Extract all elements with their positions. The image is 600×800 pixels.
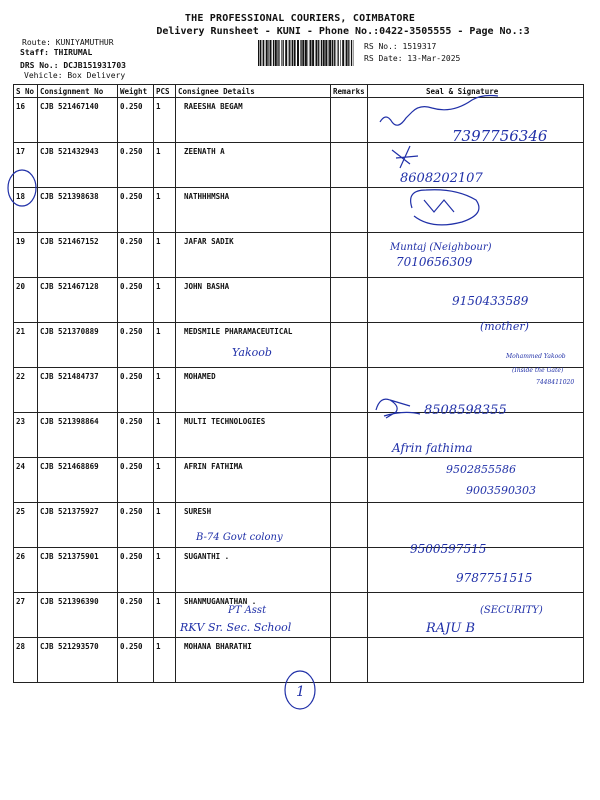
table-row	[14, 638, 584, 683]
cell-sno: 28	[14, 638, 38, 683]
cell-remarks	[331, 638, 368, 683]
cell-pcs: 1	[154, 458, 176, 503]
cell-consignee: AFRIN FATHIMA	[176, 458, 331, 503]
hw-r28-name: RAJU B	[426, 621, 476, 636]
cell-consignee: NATHHHMSHA	[176, 188, 331, 233]
cell-pcs: 1	[154, 593, 176, 638]
hw-r22-note2: (Inside the Gate)	[512, 367, 564, 374]
cell-consignee: JOHN BASHA	[176, 278, 331, 323]
hw-r21-note: (mother)	[480, 320, 529, 333]
cell-pcs: 1	[154, 413, 176, 458]
table-row	[14, 278, 584, 323]
cell-sno: 18	[14, 188, 38, 233]
cell-consignee: SUGANTHI .	[176, 548, 331, 593]
cell-weight: 0.250	[118, 233, 154, 278]
cell-weight: 0.250	[118, 413, 154, 458]
cell-sno: 24	[14, 458, 38, 503]
cell-consignment-no: CJB 521467128	[38, 278, 118, 323]
cell-pcs: 1	[154, 188, 176, 233]
vehicle-line: Vehicle: Box Delivery	[24, 71, 126, 80]
cell-sno: 16	[14, 98, 38, 143]
rs-no-value: 1519317	[402, 42, 437, 51]
cell-sno: 21	[14, 323, 38, 368]
cell-pcs: 1	[154, 503, 176, 548]
cell-weight: 0.250	[118, 503, 154, 548]
col-pcs: PCS	[154, 85, 176, 98]
cell-weight: 0.250	[118, 188, 154, 233]
cell-consignment-no: CJB 521467140	[38, 98, 118, 143]
hw-r25-phone: 9003590303	[466, 484, 536, 497]
cell-pcs: 1	[154, 548, 176, 593]
cell-signature	[368, 278, 584, 323]
col-consignee: Consignee Details	[176, 85, 331, 98]
cell-weight: 0.250	[118, 143, 154, 188]
cell-consignee: MOHANA BHARATHI	[176, 638, 331, 683]
cell-consignment-no: CJB 521398638	[38, 188, 118, 233]
col-remarks: Remarks	[331, 85, 368, 98]
cell-sno: 20	[14, 278, 38, 323]
table-row	[14, 413, 584, 458]
cell-weight: 0.250	[118, 593, 154, 638]
hw-circled-number: 1	[296, 684, 305, 700]
table-header-row	[14, 85, 584, 98]
cell-signature	[368, 98, 584, 143]
cell-consignment-no: CJB 521468869	[38, 458, 118, 503]
rs-date-value: 13-Mar-2025	[407, 54, 461, 63]
col-sno: S No	[14, 85, 38, 98]
table-row	[14, 503, 584, 548]
cell-consignment-no: CJB 521398864	[38, 413, 118, 458]
runsheet-table	[13, 84, 584, 683]
rs-date-line: RS Date: 13-Mar-2025	[364, 54, 461, 63]
hw-r28-note1: PT Asst	[228, 605, 267, 616]
rs-no-line: RS No.: 1519317	[364, 42, 437, 51]
hw-r17-phone: 8608202107	[400, 171, 483, 186]
cell-pcs: 1	[154, 278, 176, 323]
cell-consignment-no: CJB 521484737	[38, 368, 118, 413]
cell-remarks	[331, 368, 368, 413]
table-row	[14, 548, 584, 593]
cell-sno: 26	[14, 548, 38, 593]
table-row	[14, 593, 584, 638]
cell-remarks	[331, 143, 368, 188]
route-value: KUNIYAMUTHUR	[55, 38, 114, 47]
hw-r19-phone: 7010656309	[396, 255, 473, 269]
col-weight: Weight	[118, 85, 154, 98]
drs-line: DRS No.: DCJB151931703	[20, 61, 126, 70]
runsheet-title: Delivery Runsheet - KUNI - Phone No.:0422-3505555 - Page No.:3	[156, 26, 530, 37]
cell-signature	[368, 188, 584, 233]
cell-remarks	[331, 593, 368, 638]
cell-signature	[368, 548, 584, 593]
hw-r22-name-ext: Yakoob	[232, 346, 272, 359]
company-title: THE PROFESSIONAL COURIERS, COIMBATORE	[184, 13, 416, 24]
cell-consignment-no: CJB 521432943	[38, 143, 118, 188]
table-row	[14, 143, 584, 188]
table-row	[14, 458, 584, 503]
cell-signature	[368, 413, 584, 458]
table-row	[14, 323, 584, 368]
hw-r24-name: Afrin fathima	[392, 441, 473, 455]
cell-weight: 0.250	[118, 548, 154, 593]
table-row	[14, 368, 584, 413]
cell-consignee: SHANMUGANATHAN .	[176, 593, 331, 638]
hw-r19-note: Muntaj (Neighbour)	[390, 242, 492, 253]
staff-value: THIRUMAL	[53, 48, 93, 57]
cell-consignment-no: CJB 521370889	[38, 323, 118, 368]
cell-pcs: 1	[154, 98, 176, 143]
cell-signature	[368, 638, 584, 683]
table-row	[14, 98, 584, 143]
cell-pcs: 1	[154, 638, 176, 683]
cell-consignee: SURESH	[176, 503, 331, 548]
cell-signature	[368, 593, 584, 638]
cell-signature	[368, 368, 584, 413]
cell-signature	[368, 458, 584, 503]
cell-sno: 23	[14, 413, 38, 458]
drs-value: DCJB151931703	[63, 61, 126, 70]
cell-weight: 0.250	[118, 98, 154, 143]
cell-signature	[368, 503, 584, 548]
cell-remarks	[331, 548, 368, 593]
staff-line: Staff: THIRUMAL	[20, 48, 93, 57]
cell-sno: 17	[14, 143, 38, 188]
cell-sno: 25	[14, 503, 38, 548]
cell-consignment-no: CJB 521375901	[38, 548, 118, 593]
cell-consignee: RAEESHA BEGAM	[176, 98, 331, 143]
cell-weight: 0.250	[118, 368, 154, 413]
hw-r22-note1: Mohammed Yakoob	[506, 353, 566, 360]
cell-sno: 19	[14, 233, 38, 278]
cell-weight: 0.250	[118, 638, 154, 683]
cell-sno: 22	[14, 368, 38, 413]
cell-consignee: ZEENATH A	[176, 143, 331, 188]
table-row	[14, 188, 584, 233]
cell-signature	[368, 143, 584, 188]
cell-pcs: 1	[154, 233, 176, 278]
cell-remarks	[331, 278, 368, 323]
cell-consignee: JAFAR SADIK	[176, 233, 331, 278]
cell-remarks	[331, 98, 368, 143]
cell-remarks	[331, 233, 368, 278]
cell-pcs: 1	[154, 368, 176, 413]
hw-r23-phone: 8508598355	[424, 403, 507, 418]
hw-r27-phone: 9787751515	[456, 571, 533, 585]
table-row	[14, 233, 584, 278]
hw-r28-security: (SECURITY)	[480, 605, 543, 616]
hw-r28-note2: RKV Sr. Sec. School	[180, 621, 292, 634]
cell-weight: 0.250	[118, 458, 154, 503]
barcode	[258, 40, 354, 66]
cell-remarks	[331, 188, 368, 233]
cell-weight: 0.250	[118, 323, 154, 368]
vehicle-value: Box Delivery	[67, 71, 126, 80]
col-signature: Seal & Signature	[368, 85, 584, 98]
cell-consignment-no: CJB 521396390	[38, 593, 118, 638]
cell-pcs: 1	[154, 323, 176, 368]
cell-weight: 0.250	[118, 278, 154, 323]
cell-sno: 27	[14, 593, 38, 638]
hw-r24-phone: 9502855586	[446, 463, 516, 476]
cell-signature	[368, 233, 584, 278]
cell-remarks	[331, 503, 368, 548]
cell-consignee: MULTI TECHNOLOGIES	[176, 413, 331, 458]
cell-remarks	[331, 458, 368, 503]
hw-r16-phone: 7397756346	[452, 127, 548, 145]
hw-r20-phone: 9150433589	[452, 294, 529, 308]
hw-r26-address: B-74 Govt colony	[196, 532, 283, 543]
cell-remarks	[331, 413, 368, 458]
cell-pcs: 1	[154, 143, 176, 188]
hw-r22-phone: 7448411020	[536, 379, 575, 386]
cell-remarks	[331, 323, 368, 368]
cell-consignment-no: CJB 521467152	[38, 233, 118, 278]
cell-consignee: MEDSMILE PHARAMACEUTICAL	[176, 323, 331, 368]
cell-consignment-no: CJB 521293570	[38, 638, 118, 683]
col-consignment: Consignment No	[38, 85, 118, 98]
cell-consignee: MOHAMED	[176, 368, 331, 413]
route-line: Route: KUNIYAMUTHUR	[22, 38, 114, 47]
hw-r26-phone: 9500597515	[410, 542, 487, 556]
cell-consignment-no: CJB 521375927	[38, 503, 118, 548]
cell-signature	[368, 323, 584, 368]
